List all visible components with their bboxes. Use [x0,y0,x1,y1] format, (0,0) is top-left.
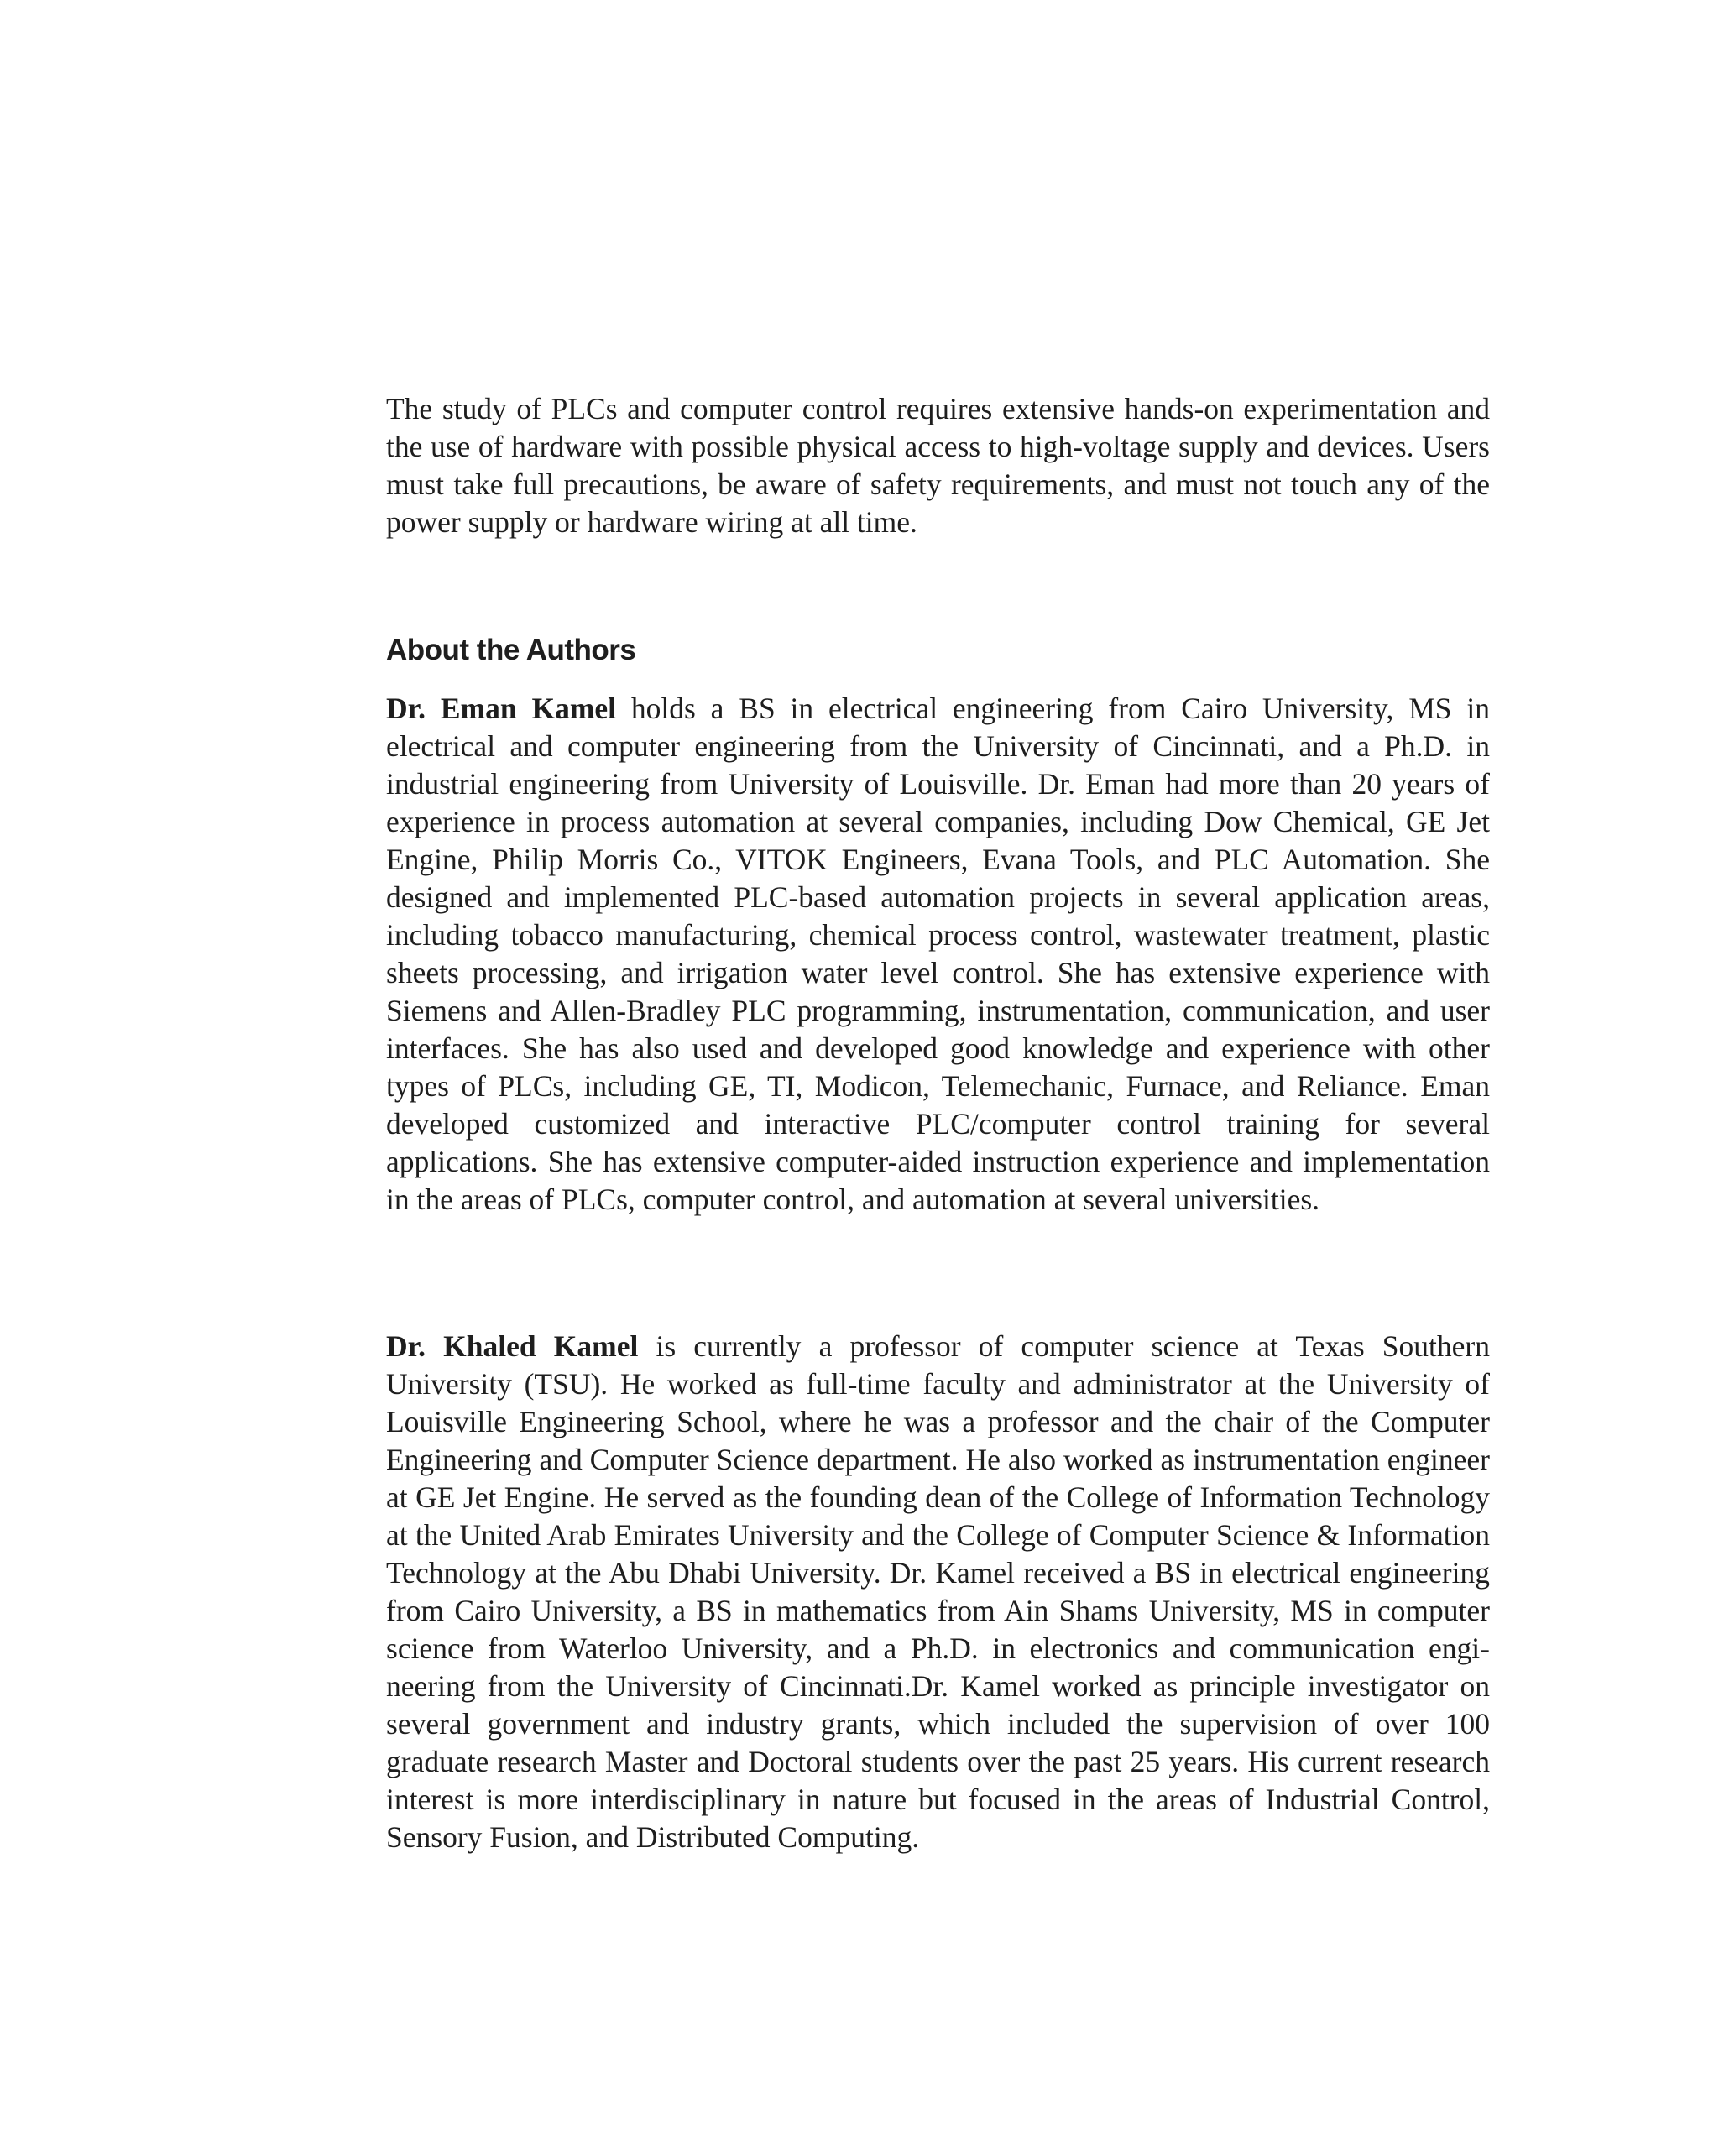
author-bio-text: is currently a professor of computer science at Texas Southern University (TSU). He worked as full-time faculty and administrator at the University of Louisville Engineering School, where he was a professor and the chair of the Computer Engineering and Computer Science department. He also worked as instrumentation engineer at GE Jet Engine. He served as the founding dean of the College of Information Technology at the United Arab Emirates University and the College of Computer Science & Information Technology at the Abu Dhabi University. Dr. Kamel received a BS in electrical engineering from Cairo University, a BS in mathematics from Ain Shams University, MS in computer science from Waterloo University, and a Ph.D. in electronics and communication engineering from the University of Cincinnati.Dr. Kamel worked as principle investigator on several government and industry grants, which included the supervision of over 100 graduate research Master and Doctoral students over the past 25 years. His current research interest is more interdisciplinary in nature but focused in the areas of Industrial Control, Sensory Fusion, and Distributed Computing. [386,1329,1490,1854]
author-name: Dr. Eman Kamel [386,692,617,725]
section-heading-about-authors: About the Authors [386,634,636,666]
author-bio-text: holds a BS in electrical engineering from Cairo University, MS in electrical and computer engineering from the University of Cincinnati, and a Ph.D. in industrial engineering from University of Louisville. Dr. Eman had more than 20 years of experience in process automation at several companies, including Dow Chemical, GE Jet Engine, Philip Morris Co., VITOK Engineers, Evana Tools, and PLC Automation. She designed and implemented PLC-based automation projects in several application areas, including tobacco manufacturing, chemical process control, wastewater treatment, plastic sheets processing, and irrigation water level control. She has extensive experience with Siemens and Allen-Bradley PLC programming, instrumentation, communication, and user interfaces. She has also used and developed good knowledge and experience with other types of PLCs, including GE, TI, Modicon, Telemechanic, Furnace, and Reliance. Eman developed customized and interactive PLC/computer control training for several applications. She has extensive computer-aided instruction experience and implementation in the areas of PLCs, computer control, and automation at several universities. [386,692,1490,1216]
safety-disclaimer [386,390,1490,541]
safety-disclaimer-text: The study of PLCs and computer control requires extensive hands-on experimentation and the use of hardware with possible physical access to high-voltage supply and devices. Users must take full precautions, be aware of safety requirements, and must not touch any of the power supply or hardware wiring at all time. [386,392,1490,539]
author-name: Dr. Khaled Kamel [386,1329,639,1363]
author-bio-paragraph [386,1328,1490,1856]
author-bio-khaled-kamel [386,1328,1490,1856]
author-bio-eman-kamel [386,690,1490,1219]
author-bio-paragraph [386,690,1490,1219]
